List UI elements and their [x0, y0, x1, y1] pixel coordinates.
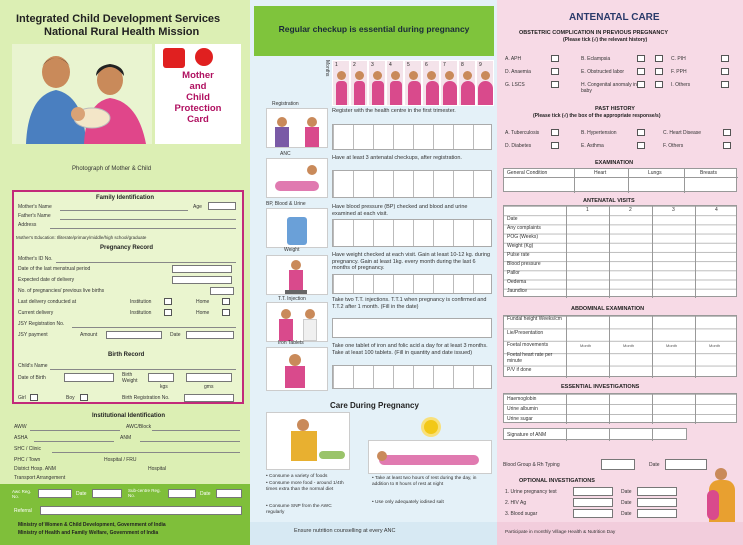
girl-label: Girl	[18, 395, 26, 401]
eating-woman-illustration	[266, 412, 350, 470]
abd-small-label: Month	[623, 343, 635, 348]
obstetric-obstructed-label: E. Obstructed labor	[581, 69, 625, 75]
obstetric-aph-label: A. APH	[505, 56, 522, 62]
abd-row-label: Lie/Presentation	[507, 330, 544, 336]
month-cell	[458, 60, 476, 106]
tt-row-label: T.T. Injection	[278, 296, 306, 302]
obstetric-others-checkbox[interactable]	[655, 81, 663, 88]
exam-col-heart: Heart	[594, 170, 607, 176]
blood-group-date-label: Date	[649, 462, 660, 468]
bp-date-grid	[332, 219, 492, 247]
birth-weight-gms-field[interactable]	[186, 373, 232, 382]
care-bullet-text: Take at least two hours of rest during the day, in addition to 8 hours of rest at night	[372, 476, 477, 487]
month-number: 7	[443, 62, 446, 68]
edd-label: Expected date of delivery	[18, 277, 75, 283]
obstetric-pih-checkbox[interactable]	[655, 55, 663, 62]
abd-small-label: Month	[580, 343, 592, 348]
tt-date-grid	[332, 318, 492, 338]
current-delivery-label: Current delivery	[18, 310, 54, 316]
opt-blood-sugar-date-label: Date	[621, 511, 632, 517]
care-bullet-text: Consume SNP from the AWC regularly	[266, 504, 332, 515]
dob-label: Date of Birth	[18, 375, 46, 381]
visit-number: 4	[715, 207, 718, 213]
amount-label: Amount	[80, 332, 98, 338]
age-field[interactable]	[208, 202, 236, 210]
jsy-amount-field[interactable]	[106, 331, 162, 339]
opt-upt-date-label: Date	[621, 489, 632, 495]
obstetric-lscs-checkbox[interactable]	[551, 81, 559, 88]
girl-checkbox[interactable]	[30, 394, 38, 401]
weight-row-text: Have weight checked at each visit. Gain at least 10-12 kg. during pregnancy. Gain at least 1kg. every month during the last 6 months of pregnancy.	[332, 252, 491, 271]
visit-row-label: Weight (Kg)	[507, 243, 534, 249]
card-title	[155, 70, 241, 125]
month-number: 9	[479, 62, 482, 68]
awc-reg-date-field[interactable]	[92, 489, 122, 498]
obstetric-congenital-label: H. Congenital anomaly in baby	[581, 82, 637, 94]
ministry-health: Ministry of Health and Family Welfare, Government of India	[18, 530, 159, 536]
awc-reg-field[interactable]	[38, 489, 72, 498]
opt-hiv-date-field[interactable]	[637, 498, 677, 507]
home-label: Home	[196, 299, 210, 305]
jsy-date-field[interactable]	[186, 331, 234, 339]
month-cell	[368, 60, 386, 106]
photo-caption: Photograph of Mother & Child	[72, 166, 152, 172]
birth-weight-kgs-field[interactable]	[148, 373, 174, 382]
mothers-education-label: Mother's Education: Illiterate/primary/middle/high school/graduate	[16, 235, 147, 240]
antenatal-visits-heading: ANTENATAL VISITS	[583, 198, 635, 204]
symbol-logo-icon	[195, 48, 213, 66]
registration-illustration	[266, 108, 328, 148]
month-number: 4	[389, 62, 392, 68]
visit-row-label: Blood pressure	[507, 261, 541, 267]
obstetric-lscs-label: G. LSCS	[505, 82, 525, 88]
visit-row-label: Pulse rate	[507, 252, 530, 258]
fathers-name-label: Father's Name	[18, 213, 51, 219]
obstetric-congenital-checkbox[interactable]	[637, 81, 645, 88]
obstetric-pih-box2[interactable]	[721, 55, 729, 62]
exam-col-general: General Condition	[507, 170, 548, 176]
abdominal-heading: ABDOMINAL EXAMINATION	[571, 306, 645, 312]
opt-hiv-label: 2. HIV Ag	[505, 500, 527, 506]
care-bullet-foods: • Consume a variety of foods	[266, 474, 328, 479]
bp-illustration	[266, 208, 328, 248]
mothers-name-label: Mother's Name	[18, 204, 52, 210]
month-cell	[350, 60, 368, 106]
birth-weight-label: Birth Weight	[122, 372, 138, 384]
left-panel	[0, 0, 250, 545]
obstetric-eclampsia-checkbox[interactable]	[637, 55, 645, 62]
mother-id-label: Mother's ID No.	[18, 256, 53, 262]
month-number: 1	[335, 62, 338, 68]
care-bullet-rest: • Take at least two hours of rest during the day, in addition to 8 hours of rest at night	[372, 476, 477, 487]
month-number: 3	[371, 62, 374, 68]
bp-row-text: Have blood pressure (BP) checked and blood and urine examined at each visit.	[332, 204, 468, 217]
inv-row-label: Urine albumin	[507, 406, 538, 412]
visit-number: 2	[629, 207, 632, 213]
bp-row-label: BP, Blood & Urine	[266, 201, 306, 207]
abd-row-label: P/V if done	[507, 367, 532, 373]
past-others-checkbox[interactable]	[723, 142, 731, 149]
obstetric-anaemia-label: D. Anaemia	[505, 69, 531, 75]
sun-icon	[424, 420, 438, 434]
antenatal-visits-table	[503, 205, 737, 297]
asha-label: ASHA	[14, 435, 28, 441]
month-cell	[476, 60, 494, 106]
dob-field[interactable]	[64, 373, 114, 382]
month-number: 8	[461, 62, 464, 68]
family-heading: Family Identification	[96, 195, 155, 201]
address-label: Address	[18, 222, 37, 228]
inv-row-label: Urine sugar	[507, 416, 533, 422]
anm-label: ANM	[120, 435, 132, 441]
ministry-wcd: Ministry of Women & Child Development, Government of India	[18, 522, 166, 528]
past-tuberculosis-checkbox[interactable]	[551, 129, 559, 136]
awc-block-label: AWC/Block	[126, 424, 152, 430]
care-bullet-snp: • Consume SNP from the AWC regularly	[266, 504, 332, 515]
obstetric-subheading: (Please tick (√) the relevant history)	[563, 37, 648, 43]
obstetric-pph-checkbox[interactable]	[655, 68, 663, 75]
subcentre-reg-date-label: Date	[200, 491, 211, 497]
visit-row-label: Date	[507, 216, 518, 222]
past-others-label: F. Others	[663, 143, 684, 149]
pregnancy-heading: Pregnancy Record	[100, 245, 154, 251]
visit-row-label: POG (Weeks)	[507, 234, 539, 240]
month-cell	[386, 60, 404, 106]
transport-label: Transport Arrangement	[14, 475, 66, 481]
past-hypertension-checkbox[interactable]	[637, 129, 645, 136]
tt-injection-illustration	[266, 302, 328, 342]
optional-investigations-heading: OPTIONAL INVESTIGATIONS	[519, 478, 595, 484]
blood-group-label: Blood Group & Rh Typing	[503, 462, 560, 468]
inv-row-label: Haemoglobin	[507, 396, 537, 402]
care-bullet-text: Use only adequately iodised salt	[375, 500, 444, 505]
card-logo-box	[155, 44, 241, 144]
examination-heading: EXAMINATION	[595, 160, 634, 166]
aww-label: AWW	[14, 424, 27, 430]
past-diabetes-label: D. Diabetes	[505, 143, 532, 149]
care-bullet-text: Consume more food - around 1/4th times extra than the normal diet	[266, 481, 344, 492]
tt-row-text: Take two T.T. injections. T.T.1 when pregnancy is confirmed and T.T.2 after 1 month. (Fill in the date)	[332, 297, 487, 310]
right-panel	[497, 0, 743, 545]
jsy-registration-label: JSY Registration No.	[18, 321, 65, 327]
birth-heading: Birth Record	[108, 352, 145, 358]
card-title-line: Child	[186, 92, 210, 103]
iron-date-grid	[332, 365, 492, 389]
institution-label: Institution	[130, 310, 152, 316]
past-history-subheading: (Please tick (√) the box of the appropriate response/s)	[533, 113, 661, 119]
obstetric-anaemia-checkbox[interactable]	[551, 68, 559, 75]
age-label: Age	[193, 204, 202, 210]
subcentre-reg-field[interactable]	[168, 489, 196, 498]
card-title-line: Card	[187, 114, 209, 125]
lmp-label: Date of the last menstrual period	[18, 266, 91, 272]
institution-label: Institution	[130, 299, 152, 305]
home-label: Home	[196, 310, 210, 316]
district-hosp-label: District Hosp. ANM	[14, 466, 56, 472]
opt-blood-sugar-label: 3. Blood sugar	[505, 511, 538, 517]
kgs-label: kgs	[160, 384, 168, 390]
subcentre-reg-label: Sub-centre Reg. No.	[128, 488, 161, 498]
signature-label: Signature of ANM	[507, 432, 547, 438]
examination-table	[503, 168, 737, 192]
last-delivery-institution-checkbox[interactable]	[164, 298, 172, 305]
visit-number: 1	[586, 207, 589, 213]
investigations-heading: ESSENTIAL INVESTIGATIONS	[561, 384, 640, 390]
gms-label: gms	[204, 384, 214, 390]
obstetric-pph-box2[interactable]	[721, 68, 729, 75]
visit-row-label: Jaundice	[507, 288, 528, 294]
obstetric-obstructed-checkbox[interactable]	[637, 68, 645, 75]
past-heart-checkbox[interactable]	[723, 129, 731, 136]
obstetric-heading: OBSTETRIC COMPLICATION IN PREVIOUS PREGNANCY	[519, 30, 669, 36]
subcentre-reg-date-field[interactable]	[216, 489, 242, 498]
previous-pregnancies-field[interactable]	[210, 287, 234, 295]
past-asthma-checkbox[interactable]	[637, 142, 645, 149]
middle-panel	[250, 0, 497, 545]
birth-registration-field[interactable]	[184, 394, 234, 402]
anc-illustration	[266, 158, 328, 198]
weight-row-label: Weight	[284, 247, 300, 253]
anc-date-grid	[332, 170, 492, 198]
iron-row-label: Iron Tablets	[278, 340, 304, 346]
registration-row-label: Registration	[272, 101, 299, 107]
jsy-payment-label: JSY payment	[18, 332, 48, 338]
care-during-pregnancy-title: Care During Pregnancy	[330, 401, 419, 410]
opt-upt-field[interactable]	[573, 487, 613, 496]
past-history-heading: PAST HISTORY	[595, 106, 635, 112]
care-bullet-more-food: • Consume more food - around 1/4th times extra than the normal diet	[266, 481, 344, 492]
last-delivery-home-checkbox[interactable]	[222, 298, 230, 305]
visit-number: 3	[672, 207, 675, 213]
mother-father-baby-illustration	[12, 44, 152, 144]
abd-small-label: Month	[709, 343, 721, 348]
boy-checkbox[interactable]	[80, 394, 88, 401]
mother-child-logo-icon	[163, 48, 185, 68]
last-delivery-label: Last delivery conducted at	[18, 299, 77, 305]
obstetric-others-box2[interactable]	[721, 81, 729, 88]
date-label: Date	[170, 332, 181, 338]
opt-hiv-field[interactable]	[573, 498, 613, 507]
blood-group-date-field[interactable]	[665, 459, 707, 470]
shc-label: SHC / Clinic	[14, 446, 41, 452]
childs-name-label: Child's Name	[18, 363, 48, 369]
checkup-title-banner	[254, 6, 494, 56]
abd-row-label: Foetal movements	[507, 342, 549, 348]
past-diabetes-checkbox[interactable]	[551, 142, 559, 149]
antenatal-care-title: ANTENATAL CARE	[569, 12, 660, 23]
card-title-line: and	[189, 81, 207, 92]
opt-blood-sugar-field[interactable]	[573, 509, 613, 518]
edd-date-field[interactable]	[172, 276, 232, 284]
father-head	[42, 56, 70, 88]
org-title-1: Integrated Child Development Services	[16, 13, 221, 25]
anc-row-text: Have at least 3 antenatal checkups, after registration.	[332, 155, 462, 161]
card-title-line: Mother	[182, 70, 214, 81]
past-hypertension-label: B. Hypertension	[581, 130, 617, 136]
obstetric-pph-label: F. PPH	[671, 69, 687, 75]
weight-illustration	[266, 255, 328, 295]
card-title-line: Protection	[174, 103, 222, 114]
month-cell	[332, 60, 350, 106]
month-cell	[404, 60, 422, 106]
iron-tablets-illustration	[266, 347, 328, 391]
boy-label: Boy	[66, 395, 75, 401]
care-bullet-salt: • Use only adequately iodised salt	[372, 500, 444, 505]
abdominal-table	[503, 315, 737, 377]
hospital-label: Hospital	[148, 466, 167, 472]
lmp-date-field[interactable]	[172, 265, 232, 273]
weight-date-grid	[332, 274, 492, 294]
signature-row	[503, 428, 687, 440]
opt-upt-date-field[interactable]	[637, 487, 677, 496]
registration-date-grid	[332, 124, 492, 150]
previous-pregnancies-label: No. of pregnancies/ previous live births	[18, 288, 105, 294]
hospital-fru-label: Hospital / FRU	[104, 457, 137, 463]
care-bullet-text: Consume a variety of foods	[269, 474, 328, 479]
months-label: Months	[324, 60, 330, 77]
birth-registration-label: Birth Registration No.	[122, 395, 170, 401]
abd-row-label: Foetal heart rate per minute	[507, 352, 553, 364]
past-asthma-label: E. Asthma	[581, 143, 604, 149]
iron-row-text: Take one tablet of iron and folic acid a day for at least 3 months. Take at least 100 tablets. (Fill in quantity and date issued)	[332, 343, 488, 356]
past-heart-label: C. Heart Disease	[663, 130, 702, 136]
current-delivery-home-checkbox[interactable]	[222, 309, 230, 316]
resting-woman-illustration	[368, 440, 492, 474]
checkup-title: Regular checkup is essential during pregnancy	[278, 24, 470, 34]
exam-col-lungs: Lungs	[648, 170, 662, 176]
institutional-heading: Institutional Identification	[92, 413, 165, 419]
awc-reg-date-label: Date	[76, 491, 87, 497]
abd-row-label: Fundal height Weeks/cm	[507, 316, 562, 322]
exam-col-breasts: Breasts	[700, 170, 717, 176]
phc-label: PHC / Town	[14, 457, 41, 463]
referral-label: Referral	[14, 508, 32, 514]
registration-row-text: Register with the health centre in the first trimester.	[332, 108, 456, 114]
month-number: 2	[353, 62, 356, 68]
obstetric-others-label: I. Others	[671, 82, 691, 88]
opt-hiv-date-label: Date	[621, 500, 632, 506]
referral-field[interactable]	[40, 506, 242, 515]
visit-row-label: Oedema	[507, 279, 527, 285]
current-delivery-institution-checkbox[interactable]	[164, 309, 172, 316]
opt-upt-label: 1. Urine pregnancy test	[505, 489, 557, 495]
month-cell	[422, 60, 440, 106]
village-health-day-note: Participate in monthly Village Health & Nutrition Day	[505, 530, 616, 535]
anc-row-label: ANC	[280, 151, 291, 157]
month-cell	[440, 60, 458, 106]
obstetric-pih-label: C. PIH	[671, 56, 686, 62]
month-number: 6	[425, 62, 428, 68]
obstetric-aph-checkbox[interactable]	[551, 55, 559, 62]
org-title-2: National Rural Health Mission	[44, 26, 200, 38]
visit-row-label: Pallor	[507, 270, 520, 276]
blood-group-field[interactable]	[601, 459, 635, 470]
visit-row-label: Any complaints	[507, 225, 541, 231]
investigations-table	[503, 393, 737, 423]
past-tuberculosis-label: A. Tuberculosis	[505, 130, 540, 136]
abd-small-label: Month	[666, 343, 678, 348]
nutrition-counselling-note: Ensure nutrition counselling at every ANC	[294, 528, 396, 534]
awc-reg-label: Awc Reg. No.	[12, 489, 32, 499]
obstetric-eclampsia-label: B. Eclampsia	[581, 56, 611, 62]
opt-blood-sugar-date-field[interactable]	[637, 509, 677, 518]
month-number: 5	[407, 62, 410, 68]
